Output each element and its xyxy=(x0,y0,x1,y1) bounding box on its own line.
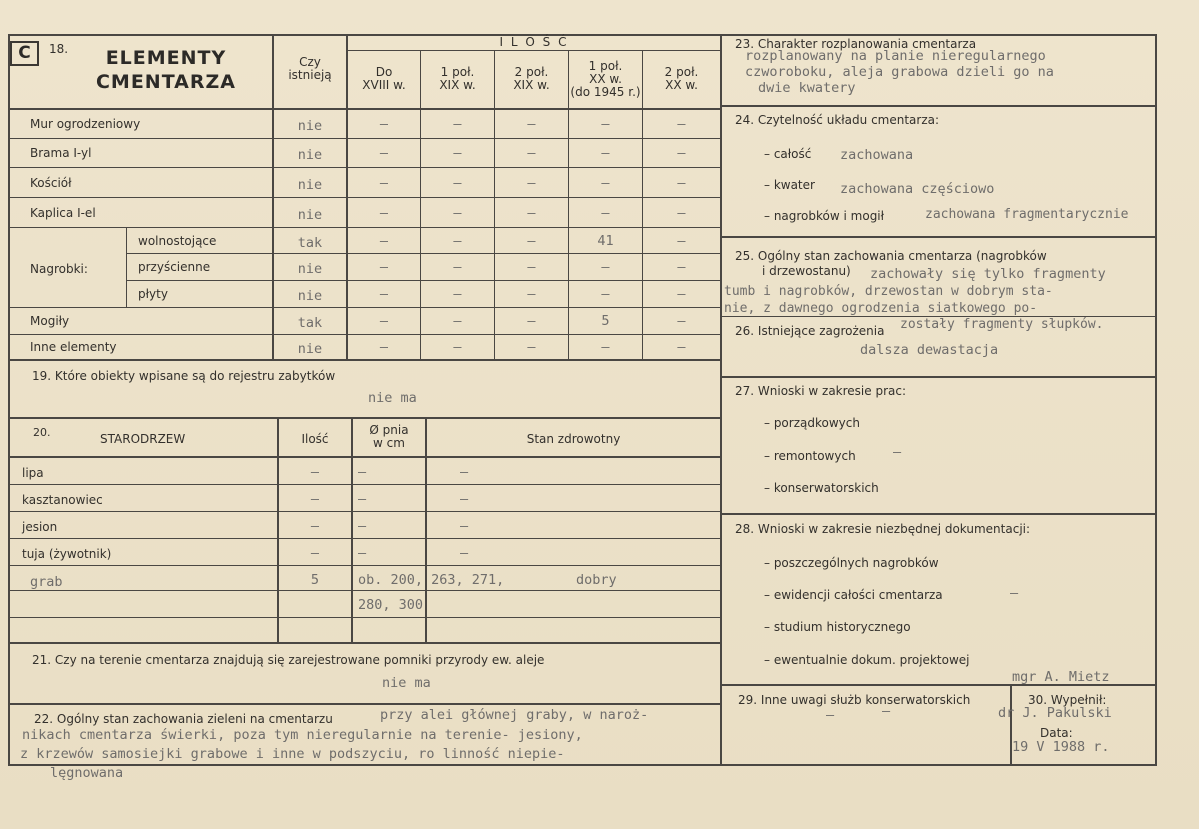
sd-row-state: – xyxy=(460,464,469,480)
q26-answer: dalsza dewastacja xyxy=(860,342,999,358)
q25-label-1: 25. Ogólny stan zachowania cmentarza (nagrobków xyxy=(735,249,1047,263)
sd-row-line xyxy=(10,590,720,591)
frame-left xyxy=(8,34,10,766)
element-row-exists: nie xyxy=(297,118,323,134)
sd-row-diameter: 280, 300 xyxy=(358,597,424,613)
q25-line-1: zachowały się tylko fragmenty xyxy=(870,266,1106,282)
col-ilosc-header: Ilość xyxy=(301,432,329,446)
element-row-count: – xyxy=(453,313,462,329)
col-pien-line: Ø pnia xyxy=(369,423,409,437)
row-line xyxy=(10,138,720,139)
czy-istnieja-header xyxy=(274,56,346,82)
element-row-count: – xyxy=(379,205,389,221)
element-row-count: – xyxy=(677,145,686,161)
center-divider xyxy=(720,34,722,766)
col-stan-header: Stan zdrowotny xyxy=(526,432,621,446)
q27-label: 27. Wnioski w zakresie prac: xyxy=(735,384,907,398)
q24-item-label: – całość xyxy=(764,147,812,161)
period-header xyxy=(495,66,568,92)
sd-row-name: kasztanowiec xyxy=(22,493,103,507)
period-header xyxy=(348,66,420,92)
q23-line-1: rozplanowany na planie nieregularnego xyxy=(745,48,1046,64)
element-row-label: Kaplica I-el xyxy=(30,206,96,220)
row-line xyxy=(10,227,720,228)
q28-item-label: – poszczególnych nagrobków xyxy=(764,556,939,570)
q22-line-4: lęgnowana xyxy=(50,765,124,781)
sd-row-line xyxy=(10,565,720,566)
signer-2: dr J. Pakulski xyxy=(998,705,1112,721)
q22-line-2: nikach cmentarza świerki, poza tym nieregularnie na terenie- jesiony, xyxy=(22,727,583,743)
sd-row-state: – xyxy=(460,491,469,507)
q26-label: 26. Istniejące zagrożenia xyxy=(735,324,885,338)
element-row-count: – xyxy=(453,286,462,302)
q28-item-label: – ewidencji całości cmentarza xyxy=(764,588,943,602)
q24-bottom xyxy=(722,236,1155,238)
q24-item-label: – kwater xyxy=(764,178,815,192)
q27-item-label: – remontowych xyxy=(764,449,856,463)
element-row-count: – xyxy=(453,175,462,191)
element-row-count: – xyxy=(453,205,462,221)
q25-line-3: nie, z dawnego ogrodzenia siatkowego po- xyxy=(724,301,1038,316)
element-row-sublabel: wolnostojące xyxy=(138,234,217,248)
element-row-count: – xyxy=(527,145,536,161)
element-row-count: – xyxy=(677,339,686,355)
element-row-count: – xyxy=(379,233,389,249)
signer-1: mgr A. Mietz xyxy=(1012,669,1110,685)
q27-item-label: – konserwatorskich xyxy=(764,481,879,495)
element-row-count: – xyxy=(677,286,686,302)
q23-line-2: czworoboku, aleja grabowa dzieli go na xyxy=(745,64,1054,80)
header-bottom xyxy=(10,108,720,110)
element-row-label: Inne elementy xyxy=(30,340,117,354)
element-row-sublabel: przyścienne xyxy=(138,260,211,274)
period-header xyxy=(643,66,720,92)
q29-value-1: – xyxy=(826,707,835,723)
istnieja-label: istnieją xyxy=(288,68,332,82)
q22-label: 22. Ogólny stan zachowania zieleni na cmentarzu xyxy=(34,712,333,726)
element-row-count: – xyxy=(601,205,610,221)
element-row-count: – xyxy=(527,339,536,355)
q21-label: 21. Czy na terenie cmentarza znajdują się zarejestrowane pomniki przyrody ew. aleje xyxy=(32,653,545,667)
element-row-count: – xyxy=(677,313,686,329)
q24-item-label: – nagrobków i mogił xyxy=(764,209,885,223)
sd-row-state: – xyxy=(460,518,469,534)
row-line xyxy=(126,280,720,281)
frame-bottom xyxy=(8,764,1157,766)
q29-value-2: – xyxy=(882,703,891,719)
sd-row-diameter: – xyxy=(358,491,367,507)
element-row-count: – xyxy=(677,259,686,275)
q19-answer: nie ma xyxy=(368,390,417,406)
element-row-count: – xyxy=(527,313,536,329)
sd-row-qty: – xyxy=(310,545,320,561)
starodrzew-number: 20. xyxy=(33,426,51,439)
sd-row-name: jesion xyxy=(22,520,58,534)
element-row-count: – xyxy=(677,233,686,249)
element-row-count: 5 xyxy=(601,313,610,329)
q24-label: 24. Czytelność układu cmentarza: xyxy=(735,113,940,127)
element-row-count: – xyxy=(453,145,462,161)
element-row-count: – xyxy=(379,259,389,275)
element-row-count: – xyxy=(601,259,610,275)
title-line-1: ELEMENTY xyxy=(105,47,227,69)
element-row-label: Mur ogrodzeniowy xyxy=(30,117,141,131)
q24-item-value: zachowana częściowo xyxy=(840,181,995,197)
element-row-count: – xyxy=(453,116,462,132)
period-line: 2 poł. xyxy=(664,65,699,79)
element-row-count: – xyxy=(453,339,462,355)
element-row-exists: tak xyxy=(297,235,323,251)
element-row-count: 41 xyxy=(597,233,614,249)
period-line: XIX w. xyxy=(439,78,476,92)
starodrzew-title: STARODRZEW xyxy=(100,432,186,446)
period-line: XX w. xyxy=(589,72,622,86)
sd-row-line xyxy=(10,538,720,539)
sd-row-name: tuja (żywotnik) xyxy=(22,547,112,561)
element-row-count: – xyxy=(379,145,389,161)
element-row-count: – xyxy=(527,175,536,191)
section-18-number: 18. xyxy=(49,42,69,56)
col-pien-line: w cm xyxy=(373,436,405,450)
period-line: XX w. xyxy=(665,78,698,92)
element-row-exists: tak xyxy=(297,315,323,331)
element-row-count: – xyxy=(379,313,389,329)
element-row-exists: nie xyxy=(297,341,323,357)
period-line: 1 poł. xyxy=(588,59,623,73)
q19-bottom xyxy=(10,417,720,419)
period-line: Do xyxy=(375,65,393,79)
element-row-count: – xyxy=(453,233,462,249)
q25-label-2: i drzewostanu) xyxy=(762,264,851,278)
date-value: 19 V 1988 r. xyxy=(1012,739,1110,755)
q21-answer: nie ma xyxy=(382,675,431,691)
date-label: Data: xyxy=(1040,726,1073,740)
q27-item-label: – porządkowych xyxy=(764,416,860,430)
sd-row-diameter: ob. 200, 263, 271, xyxy=(358,572,505,588)
period-line: 1 poł. xyxy=(440,65,475,79)
element-row-count: – xyxy=(601,339,610,355)
element-row-count: – xyxy=(677,205,686,221)
q27-bottom xyxy=(722,513,1155,515)
element-row-label: Kościół xyxy=(30,176,72,190)
sd-col-3 xyxy=(425,418,427,643)
sd-col-2 xyxy=(351,418,353,643)
row-line xyxy=(126,253,720,254)
element-row-label: Mogiły xyxy=(30,314,70,328)
q23-bottom xyxy=(722,105,1155,107)
sd-row-qty: – xyxy=(310,518,320,534)
element-row-count: – xyxy=(677,175,686,191)
q28-item-label: – studium historycznego xyxy=(764,620,911,634)
q26-bottom xyxy=(722,376,1155,378)
element-row-count: – xyxy=(379,116,389,132)
period-header xyxy=(421,66,494,92)
nagrobki-label: Nagrobki: xyxy=(30,262,88,276)
row-line xyxy=(10,167,720,168)
period-line: XIX w. xyxy=(513,78,550,92)
row-line xyxy=(10,197,720,198)
sd-bottom xyxy=(10,642,720,644)
element-row-exists: nie xyxy=(297,177,323,193)
element-row-label: Brama I-yl xyxy=(30,146,92,160)
row-line xyxy=(10,334,720,335)
element-row-sublabel: płyty xyxy=(138,287,168,301)
row-line xyxy=(10,307,720,308)
period-line: (do 1945 r.) xyxy=(570,85,641,99)
element-row-count: – xyxy=(527,205,536,221)
q24-item-value: zachowana xyxy=(840,147,914,163)
ilosc-header: I L O Ś Ć xyxy=(499,35,569,49)
q21-bottom xyxy=(10,703,722,705)
czy-label: Czy xyxy=(299,55,321,69)
nagrobki-divider xyxy=(126,227,127,307)
card-letter-box: C xyxy=(10,41,39,66)
sd-row-qty: – xyxy=(310,464,320,480)
sd-row-line xyxy=(10,511,720,512)
sd-row-diameter: – xyxy=(358,518,367,534)
row-line xyxy=(10,359,720,361)
sd-row-line xyxy=(10,484,720,485)
element-row-count: – xyxy=(527,286,536,302)
q25-line-4: zostały fragmenty słupków. xyxy=(900,317,1104,332)
q28-label: 28. Wnioski w zakresie niezbędnej dokumentacji: xyxy=(735,522,1031,536)
element-row-count: – xyxy=(379,175,389,191)
sd-row-line xyxy=(10,617,720,618)
element-row-count: – xyxy=(601,116,610,132)
element-row-exists: nie xyxy=(297,147,323,163)
sd-header-bottom xyxy=(10,456,720,458)
sd-row-state: dobry xyxy=(576,572,617,588)
q30-label: 30. Wypełnił: xyxy=(1028,693,1107,707)
element-row-count: – xyxy=(677,116,686,132)
element-row-count: – xyxy=(601,145,610,161)
q28-item-value: – xyxy=(1010,585,1019,601)
q23-label: 23. Charakter rozplanowania cmentarza xyxy=(735,37,977,51)
element-row-count: – xyxy=(527,233,536,249)
element-row-count: – xyxy=(601,175,610,191)
sd-row-diameter: – xyxy=(358,464,367,480)
period-line: XVIII w. xyxy=(362,78,406,92)
q22-line-3: z krzewów samosiejki grabowe i inne w podszyciu, ro linność niepie- xyxy=(20,746,565,762)
element-row-exists: nie xyxy=(297,288,323,304)
q23-line-3: dwie kwatery xyxy=(758,80,856,96)
q19-label: 19. Które obiekty wpisane są do rejestru zabytków xyxy=(32,369,336,383)
element-row-exists: nie xyxy=(297,261,323,277)
title-line-2: CMENTARZA xyxy=(95,71,237,93)
q25-line-2: tumb i nagrobków, drzewostan w dobrym sta- xyxy=(724,284,1053,299)
q22-line-1: przy alei głównej graby, w naroż- xyxy=(380,707,649,723)
element-row-count: – xyxy=(453,259,462,275)
sd-row-name: grab xyxy=(30,574,63,590)
sd-row-qty: 5 xyxy=(310,572,320,588)
sd-row-diameter: – xyxy=(358,545,367,561)
sd-row-qty: – xyxy=(310,491,320,507)
element-row-count: – xyxy=(379,286,389,302)
element-row-count: – xyxy=(379,339,389,355)
q24-item-value: zachowana fragmentarycznie xyxy=(925,207,1129,222)
element-row-count: – xyxy=(601,286,610,302)
section-18-title xyxy=(66,46,266,94)
q29-label: 29. Inne uwagi służb konserwatorskich xyxy=(738,693,971,707)
sd-row-state: – xyxy=(460,545,469,561)
period-header xyxy=(569,60,642,99)
sd-row-name: lipa xyxy=(22,466,44,480)
element-row-count: – xyxy=(527,259,536,275)
frame-right xyxy=(1155,34,1157,766)
col-pien-header xyxy=(353,424,425,450)
q28-item-label: – ewentualnie dokum. projektowej xyxy=(764,653,970,667)
element-row-count: – xyxy=(527,116,536,132)
period-line: 2 poł. xyxy=(514,65,549,79)
element-row-exists: nie xyxy=(297,207,323,223)
ilosc-underline xyxy=(346,50,720,51)
q27-item-value: – xyxy=(893,444,902,460)
